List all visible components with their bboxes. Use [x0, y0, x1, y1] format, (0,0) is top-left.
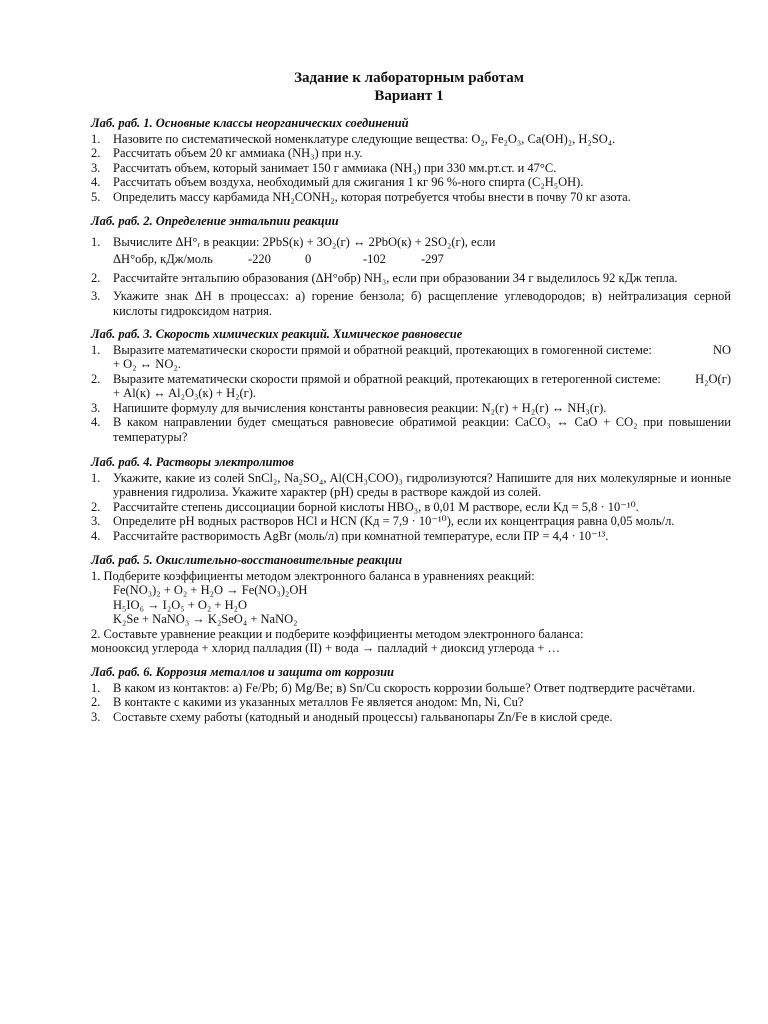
- task-line: монооксид углерода + хлорид палладия (II) + вода → палладий + диоксид углерода + …: [91, 641, 561, 655]
- enthalpy-label: ΔH°обр, кДж/моль: [113, 252, 213, 266]
- enthalpy-table-row: [91, 252, 731, 267]
- section-heading: Лаб. раб. 5. Окислительно-восстановительные реакции: [91, 553, 403, 567]
- section-lab-5: [91, 553, 731, 656]
- list-item: 1. Выразите математически скорости прямой и обратной реакций, протекающих в гомогенной системе: NO + O₂ ↔ NO₂.: [91, 342, 731, 371]
- variant-title: Вариант 1: [374, 88, 444, 104]
- list-item: 2. Выразите математически скорости прямой и обратной реакций, протекающих в гетерогенной системе: H₂O(г) + Al(к) ↔ Al₂O₃(к) + H₂(г).: [91, 371, 731, 400]
- list-item: 1. Укажите, какие из солей SnCl₂, Na₂SO₄, Al(CH₃COO)₃ гидролизуются? Напишите для них молекулярные и ионные уравнения гидролиза. Укажите характер (pH) среды в растворе каждой из солей.: [91, 470, 731, 499]
- list-item: 1. Назовите по систематической номенклатуре следующие вещества: O₂, Fe₂O₃, Ca(OH)₂, H₂SO₄.: [91, 131, 616, 146]
- task-line: 1. Подберите коэффициенты методом электронного баланса в уравнениях реакций:: [91, 568, 535, 583]
- list-item: 5. Определить массу карбамида NH₂CONH₂, которая потребуется чтобы внести в почву 70 кг азота.: [91, 189, 631, 204]
- list-item: 4. Рассчитайте растворимость AgBr (моль/л) при комнатной температуре, если ПР = 4,4 · 10⁻¹³.: [91, 528, 609, 543]
- section-lab-3: [91, 327, 731, 444]
- list-item: 4. В каком направлении будет смещаться равновесие обратимой реакции: CaCO₃ ↔ CaO + CO₂ при повышении температуры?: [91, 415, 731, 444]
- enthalpy-value: 0: [305, 252, 312, 266]
- list-item: 3. Укажите знак ΔH в процессах: а) горение бензола; б) расщепление углеводородов; в) нейтрализация серной кислоты гидроксидом натрия.: [91, 289, 731, 318]
- equation: H₅IO₆ → I₂O₅ + O₂ + H₂O: [113, 597, 247, 612]
- section-heading: Лаб. раб. 6. Коррозия металлов и защита от коррозии: [91, 665, 394, 679]
- section-heading: Лаб. раб. 2. Определение энтальпии реакции: [91, 214, 339, 228]
- list-item: 1. В каком из контактов: а) Fe/Pb; б) Mg/Be; в) Sn/Cu скорость коррозии больше? Ответ подтвердите расчётами.: [91, 680, 696, 695]
- enthalpy-value: -102: [363, 252, 386, 266]
- list-item: 2. В контакте с какими из указанных металлов Fe является анодом: Mn, Ni, Cu?: [91, 695, 524, 709]
- section-heading: Лаб. раб. 3. Скорость химических реакций. Химическое равновесие: [91, 327, 463, 341]
- list-item: 3. Составьте схему работы (катодный и анодный процессы) гальванопары Zn/Fe в кислой среде.: [91, 709, 613, 724]
- section-lab-4: [91, 455, 731, 543]
- page-title: Задание к лабораторным работам: [294, 70, 524, 86]
- equation: Fe(NO₃)₂ + O₂ + H₂O → Fe(NO₃)₂OH: [113, 583, 308, 597]
- task-line: 2. Составьте уравнение реакции и подберите коэффициенты методом электронного баланса:: [91, 626, 584, 641]
- section-lab-2: [91, 214, 731, 318]
- section-lab-6: [91, 665, 731, 724]
- list-item: 1. Вычислите ΔH°ᵣ в реакции: 2PbS(к) + 3O₂(г) ↔ 2PbO(к) + 2SO₂(г), если: [91, 234, 496, 249]
- enthalpy-value: -220: [248, 252, 271, 266]
- list-item: 3. Напишите формулу для вычисления константы равновесия реакции: N₂(г) + H₂(г) ↔ NH₃(г).: [91, 400, 607, 415]
- equation: K₂Se + NaNO₃ → K₂SeO₄ + NaNO₂: [113, 612, 298, 626]
- section-lab-1: [91, 116, 731, 204]
- list-item: 2. Рассчитайте степень диссоциации борной кислоты HBO₃, в 0,01 М растворе, если Kд = 5,8 · 10⁻¹⁰.: [91, 499, 639, 514]
- section-heading: Лаб. раб. 4. Растворы электролитов: [91, 455, 294, 469]
- list-item: 3. Рассчитать объем, который занимает 150 г аммиака (NH₃) при 330 мм.рт.ст. и 47°C.: [91, 160, 557, 175]
- list-item: 2. Рассчитать объем 20 кг аммиака (NH₃) при н.у.: [91, 146, 363, 160]
- list-item: 3. Определите pH водных растворов HCl и HCN (Kд = 7,9 · 10⁻¹⁰), если их концентрация равна 0,05 моль/л.: [91, 514, 675, 528]
- list-item: 4. Рассчитать объем воздуха, необходимый для сжигания 1 кг 96 %-ного спирта (C₂H₅OH).: [91, 175, 584, 189]
- section-heading: Лаб. раб. 1. Основные классы неорганических соединений: [91, 116, 409, 130]
- enthalpy-value: -297: [421, 252, 444, 266]
- list-item: 2. Рассчитайте энтальпию образования (ΔH°обр) NH₃, если при образовании 34 г выделилось 92 кДж тепла.: [91, 270, 678, 285]
